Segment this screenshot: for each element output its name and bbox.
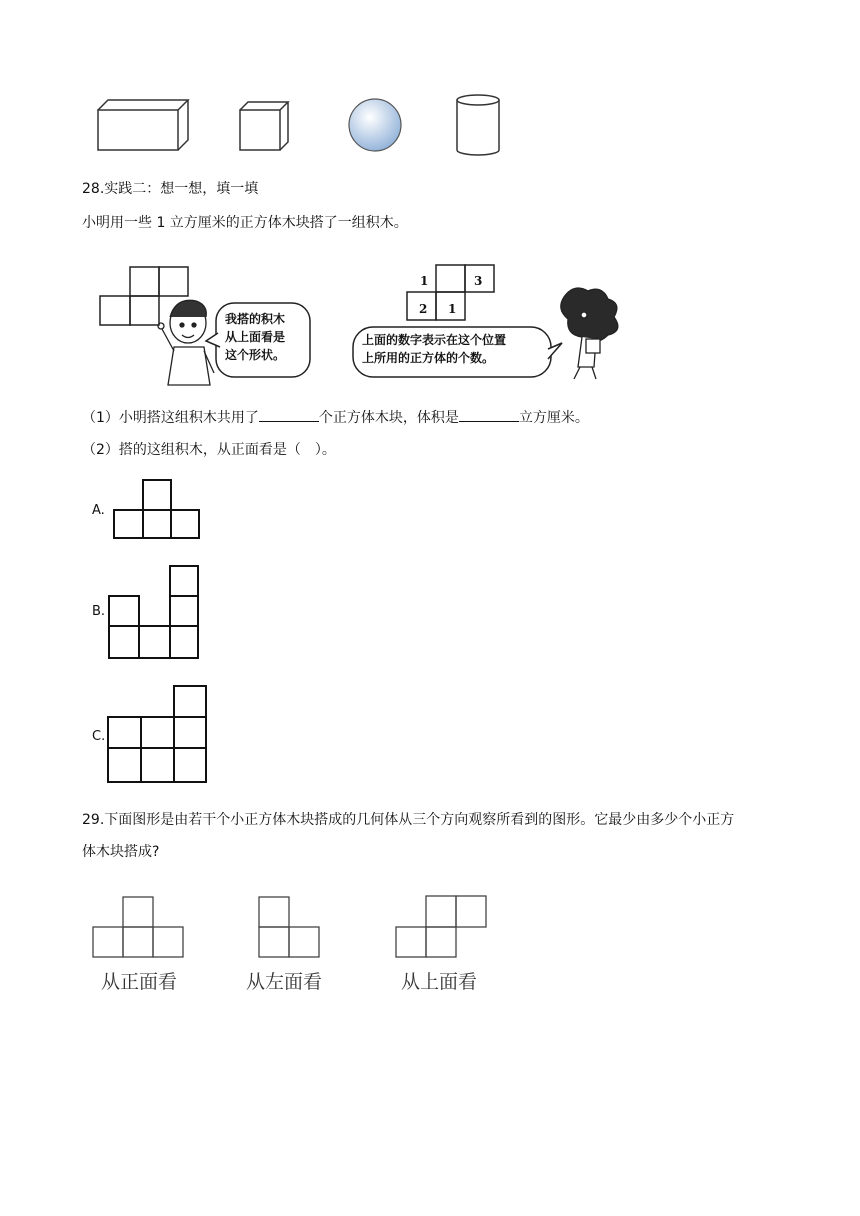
cube-icon	[240, 102, 288, 150]
q28-title: 28.实践二：想一想，填一填	[82, 181, 259, 197]
option-b-label[interactable]: B.	[92, 604, 106, 619]
solids-row	[90, 88, 520, 168]
option-b-figure	[107, 564, 201, 662]
grid-number: 3	[474, 274, 483, 288]
cylinder-icon	[457, 95, 499, 155]
q28-sub2: （2）搭的这组积木，从正面看是（ ）。	[82, 442, 336, 458]
option-a-figure	[112, 478, 204, 542]
grid-number: 1	[420, 274, 429, 288]
option-c-figure	[106, 684, 210, 786]
grid-number: 1	[448, 302, 457, 316]
left-bubble-text: 我搭的积木 从上面看是 这个形状。	[225, 312, 286, 362]
cartoon-character-icon	[561, 288, 618, 379]
front-view-figure	[90, 895, 186, 959]
q28-sub1: （1）小明搭这组积木共用了 个正方体木块，体积是 立方厘米。	[82, 407, 589, 428]
caption-front-view: 从正面看	[101, 971, 178, 993]
option-a-label[interactable]: A.	[92, 503, 105, 518]
answer-blank-volume[interactable]	[459, 407, 519, 422]
q29-text-line1: 29.下面图形是由若干个小正方体木块搭成的几何体从三个方向观察所看到的图形。它最少由多少个小正方	[82, 812, 735, 828]
caption-left-view: 从左面看	[246, 971, 323, 993]
grid-number: 2	[419, 302, 428, 316]
option-c-label[interactable]: C.	[92, 729, 106, 744]
caption-top-view: 从上面看	[401, 971, 478, 993]
right-bubble-text: 上面的数字表示在这个位置 上所用的正方体的个数。	[362, 333, 507, 365]
top-view-figure	[393, 894, 489, 960]
q28-intro: 小明用一些 1 立方厘米的正方体木块搭了一组积木。	[82, 215, 408, 231]
q29-text-line2: 体木块搭成?	[82, 844, 160, 860]
left-view-figure	[256, 895, 322, 959]
q28-illustration	[96, 255, 646, 390]
cuboid-icon	[98, 100, 188, 150]
boy-figure-icon	[158, 300, 214, 385]
answer-blank-count[interactable]	[259, 407, 319, 422]
sphere-icon	[349, 99, 401, 151]
